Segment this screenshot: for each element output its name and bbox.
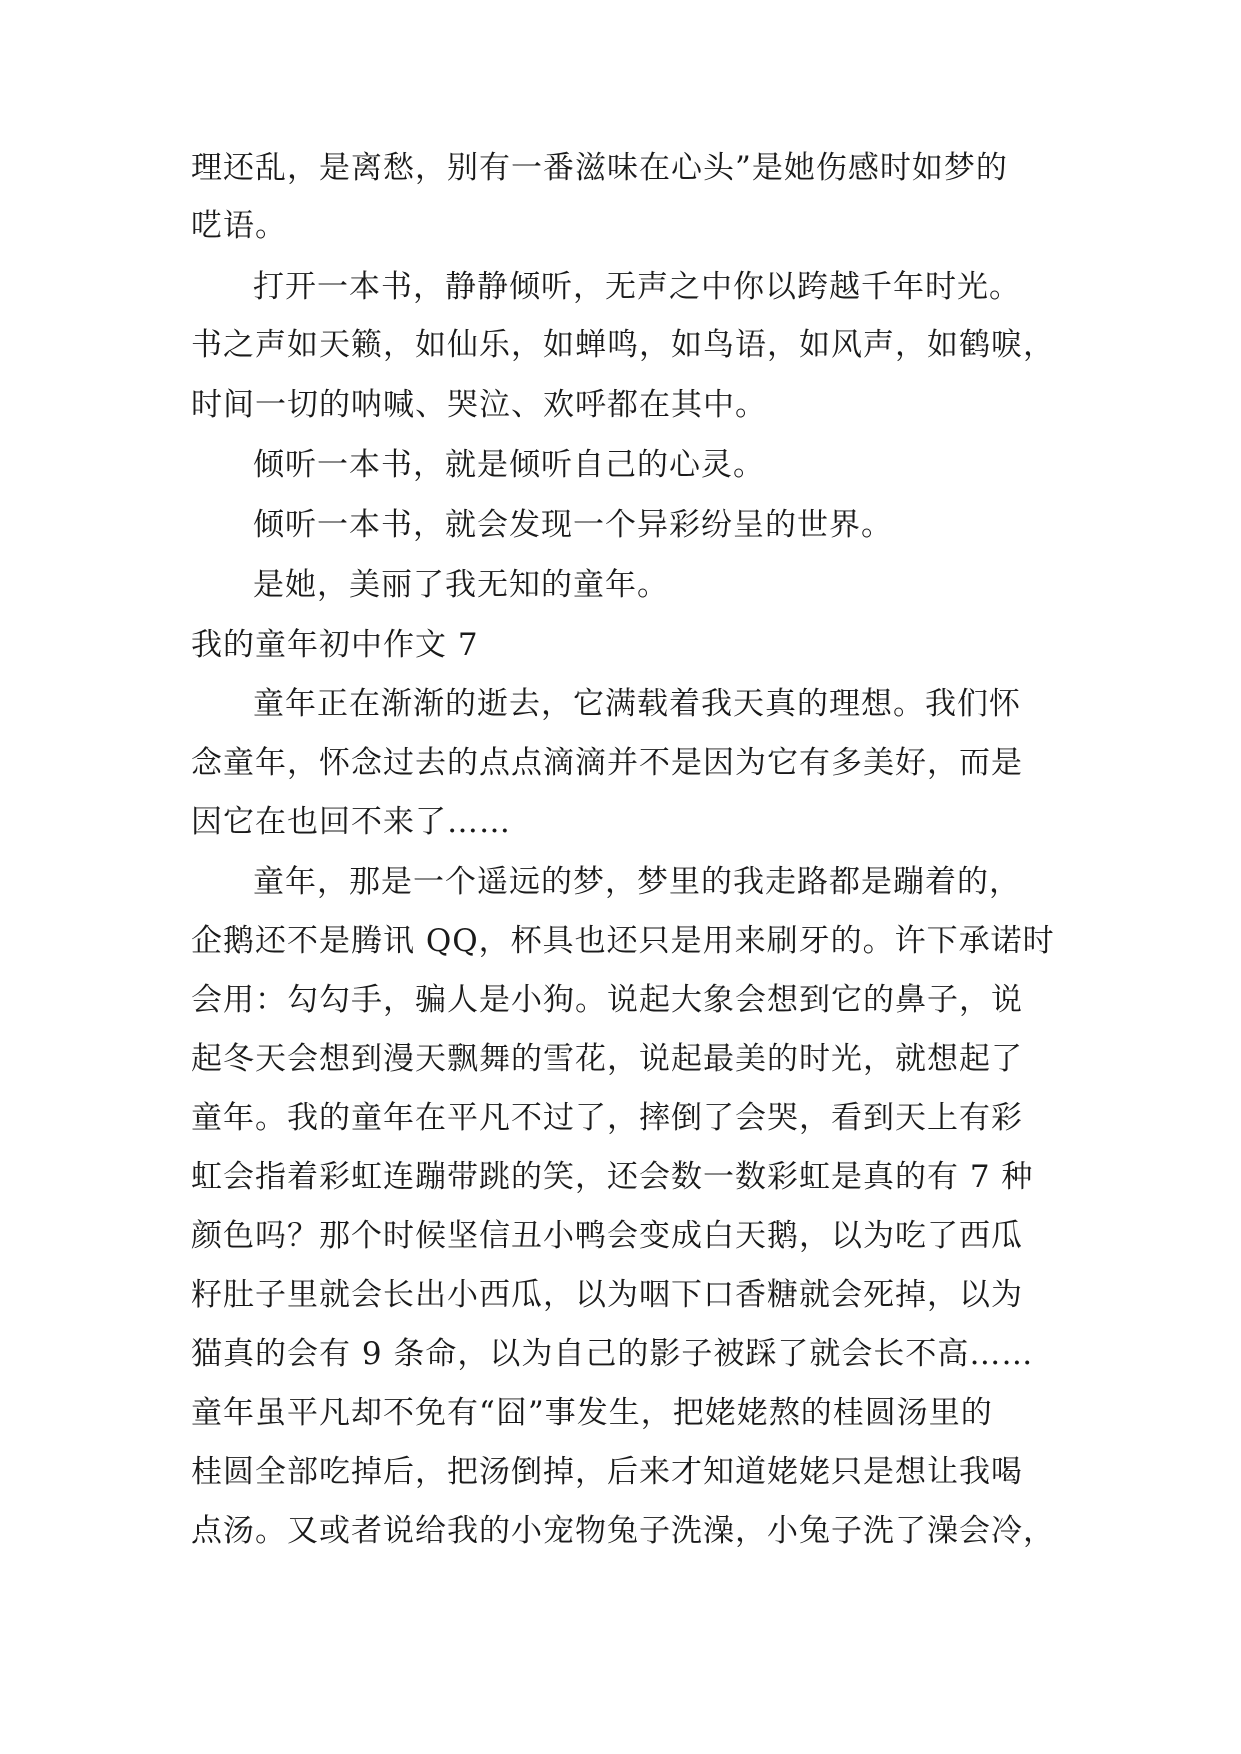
- text-line: 桂圆全部吃掉后，把汤倒掉，后来才知道姥姥只是想让我喝: [191, 1454, 1023, 1490]
- text-line: 起冬天会想到漫天飘舞的雪花，说起最美的时光，就想起了: [191, 1041, 1023, 1077]
- text-line: 念童年，怀念过去的点点滴滴并不是因为它有多美好，而是: [191, 745, 1023, 781]
- text-line: 童年。我的童年在平凡不过了，摔倒了会哭，看到天上有彩: [191, 1100, 1023, 1136]
- paragraph-line: 倾听一本书，就是倾听自己的心灵。: [253, 447, 765, 483]
- text-line: 因它在也回不来了……: [191, 804, 511, 840]
- paragraph-line: 是她，美丽了我无知的童年。: [253, 567, 669, 603]
- section-heading: 我的童年初中作文 7: [191, 627, 479, 663]
- text-line: 书之声如天籁，如仙乐，如蝉鸣，如鸟语，如风声，如鹤唳，: [191, 327, 1055, 363]
- paragraph-line: 童年正在渐渐的逝去，它满载着我天真的理想。我们怀: [253, 686, 1021, 722]
- text-line: 猫真的会有 9 条命，以为自己的影子被踩了就会长不高……: [191, 1336, 1034, 1372]
- text-line: 点汤。又或者说给我的小宠物兔子洗澡，小兔子洗了澡会冷，: [191, 1513, 1055, 1549]
- text-line: 呓语。: [191, 208, 287, 244]
- paragraph-line: 倾听一本书，就会发现一个异彩纷呈的世界。: [253, 507, 893, 543]
- text-line: 童年虽平凡却不免有“囧”事发生，把姥姥熬的桂圆汤里的: [191, 1395, 993, 1431]
- paragraph-line: 童年，那是一个遥远的梦，梦里的我走路都是蹦着的，: [253, 864, 1021, 900]
- paragraph-line: 打开一本书，静静倾听，无声之中你以跨越千年时光。: [253, 269, 1021, 305]
- text-line: 理还乱，是离愁，别有一番滋味在心头”是她伤感时如梦的: [191, 150, 1008, 186]
- text-line: 籽肚子里就会长出小西瓜，以为咽下口香糖就会死掉，以为: [191, 1277, 1023, 1313]
- text-line: 虹会指着彩虹连蹦带跳的笑，还会数一数彩虹是真的有 7 种: [191, 1159, 1034, 1195]
- text-line: 企鹅还不是腾讯 QQ，杯具也还只是用来刷牙的。许下承诺时: [191, 923, 1055, 959]
- text-line: 颜色吗？那个时候坚信丑小鸭会变成白天鹅，以为吃了西瓜: [191, 1218, 1023, 1254]
- text-line: 时间一切的呐喊、哭泣、欢呼都在其中。: [191, 387, 767, 423]
- text-line: 会用：勾勾手，骗人是小狗。说起大象会想到它的鼻子，说: [191, 982, 1023, 1018]
